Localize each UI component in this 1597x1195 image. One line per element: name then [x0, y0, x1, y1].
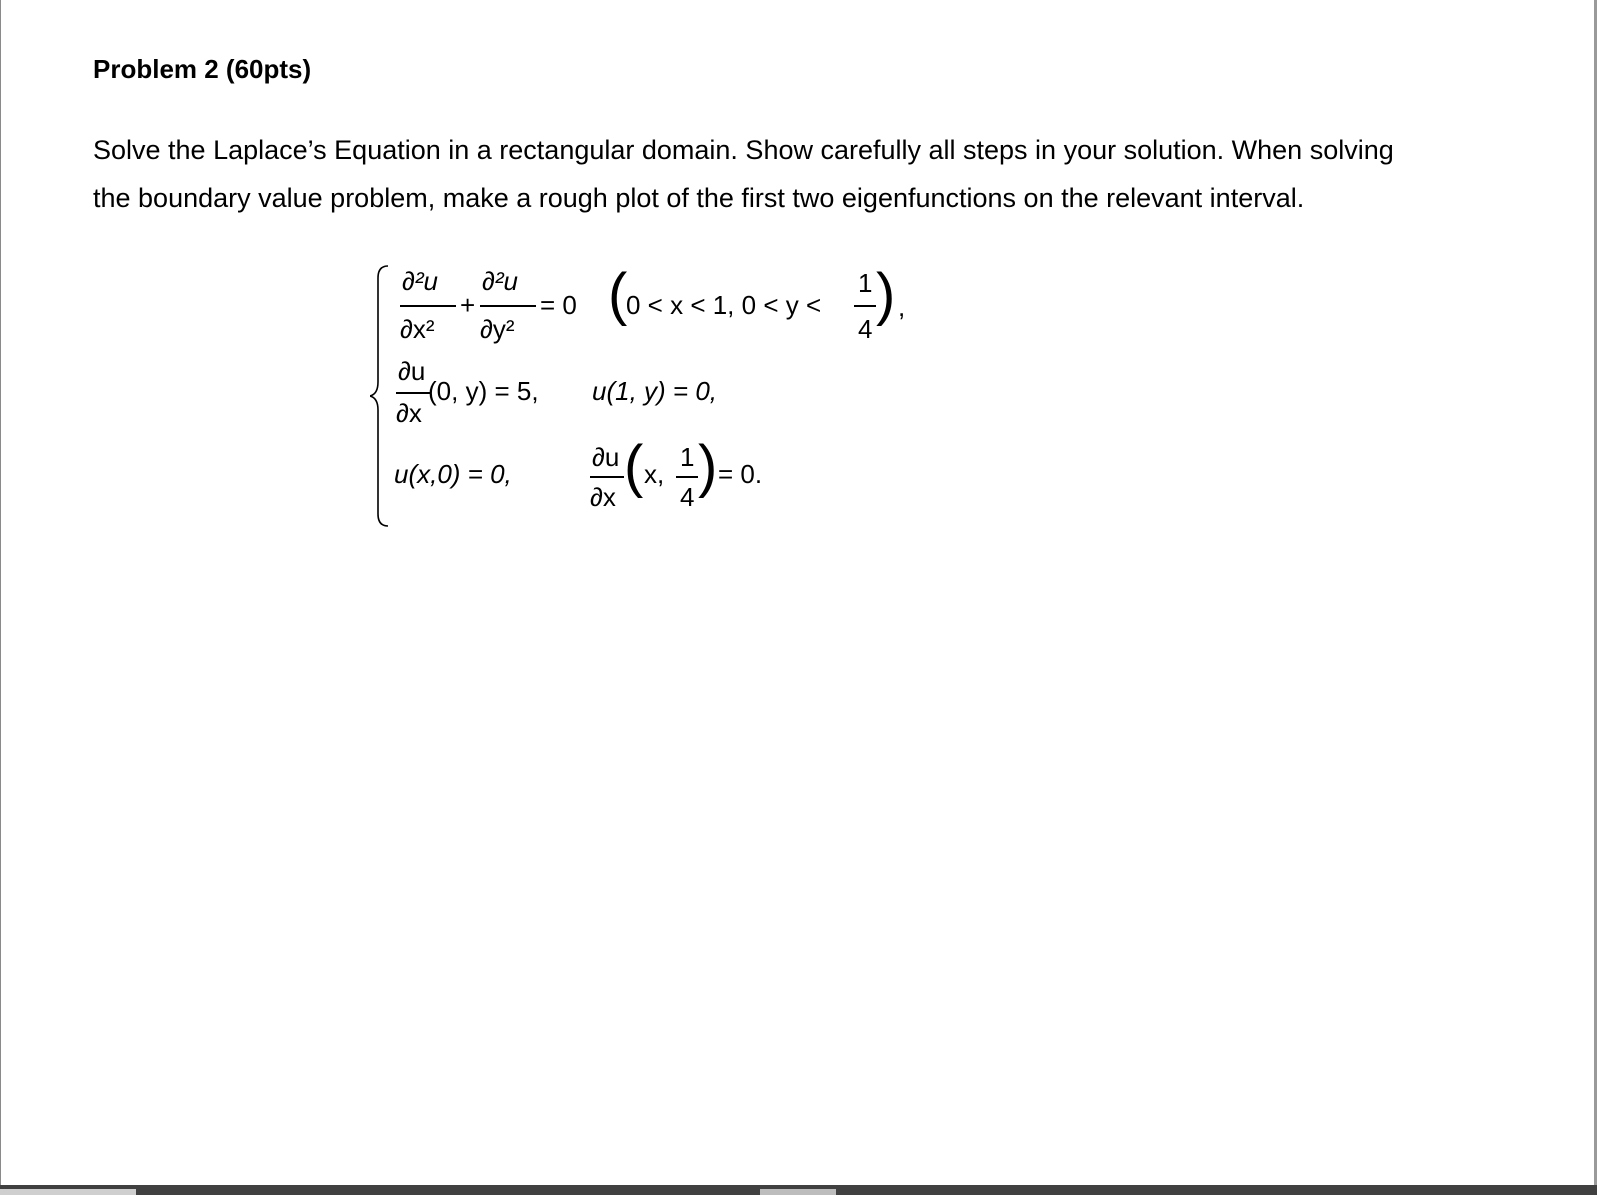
bc1-condition-right: u(1, y) = 0,	[592, 376, 717, 406]
pde-equals-zero: = 0	[540, 290, 577, 320]
bc2-fraction-numerator: 1	[680, 442, 695, 472]
pde-trailing-comma: ,	[898, 292, 906, 322]
bc1-derivative-denominator: ∂x	[396, 398, 422, 428]
problem-title: Problem 2 (60pts)	[93, 54, 312, 84]
bc1-condition-left: (0, y) = 5,	[428, 376, 539, 406]
bc2-derivative-numerator: ∂u	[592, 442, 620, 472]
domain-fraction-numerator: 1	[858, 268, 873, 298]
bc1-fraction-bar	[396, 392, 430, 394]
pde-plus-sign: +	[460, 290, 476, 320]
domain-close-paren: )	[876, 262, 896, 327]
bc2-fraction-denominator: 4	[680, 482, 695, 512]
bc2-derivative-denominator: ∂x	[590, 482, 616, 512]
problem-statement	[93, 126, 1513, 222]
pde-term1-denominator: ∂x²	[400, 314, 435, 344]
system-brace	[370, 264, 392, 529]
bc2-condition-left: u(x,0) = 0,	[394, 459, 512, 489]
scrollbar-segment	[0, 1189, 136, 1195]
pde-term2-numerator: ∂²u	[482, 266, 518, 296]
pde-term2-fraction-bar	[480, 305, 536, 307]
domain-fraction-denominator: 4	[858, 314, 873, 344]
bc2-equals-zero: = 0.	[718, 459, 763, 489]
bc2-fraction-bar	[590, 476, 624, 478]
pde-term1-fraction-bar	[400, 305, 456, 307]
bc2-arg-fraction-bar	[676, 476, 698, 478]
statement-line-1: Solve the Laplace’s Equation in a rectangular domain. Show carefully all steps in your solution. When solving	[93, 135, 1394, 165]
page-left-border	[0, 0, 1, 1185]
domain-text: 0 < x < 1, 0 < y <	[626, 290, 822, 320]
pde-term1-numerator: ∂²u	[402, 266, 438, 296]
pde-term2-denominator: ∂y²	[480, 314, 515, 344]
domain-open-paren: (	[608, 262, 628, 327]
bc1-derivative-numerator: ∂u	[398, 356, 426, 386]
equation-system	[380, 262, 906, 534]
bc2-open-paren: (	[624, 434, 644, 499]
bc2-close-paren: )	[698, 434, 718, 499]
bc2-argument: x,	[644, 459, 665, 489]
scrollbar-thumb[interactable]	[760, 1189, 836, 1195]
domain-fraction-bar	[854, 305, 876, 307]
viewer-bottom-scrollbar[interactable]	[0, 1185, 1597, 1195]
statement-line-2: the boundary value problem, make a rough plot of the first two eigenfunctions on the relevant interval.	[93, 183, 1305, 213]
